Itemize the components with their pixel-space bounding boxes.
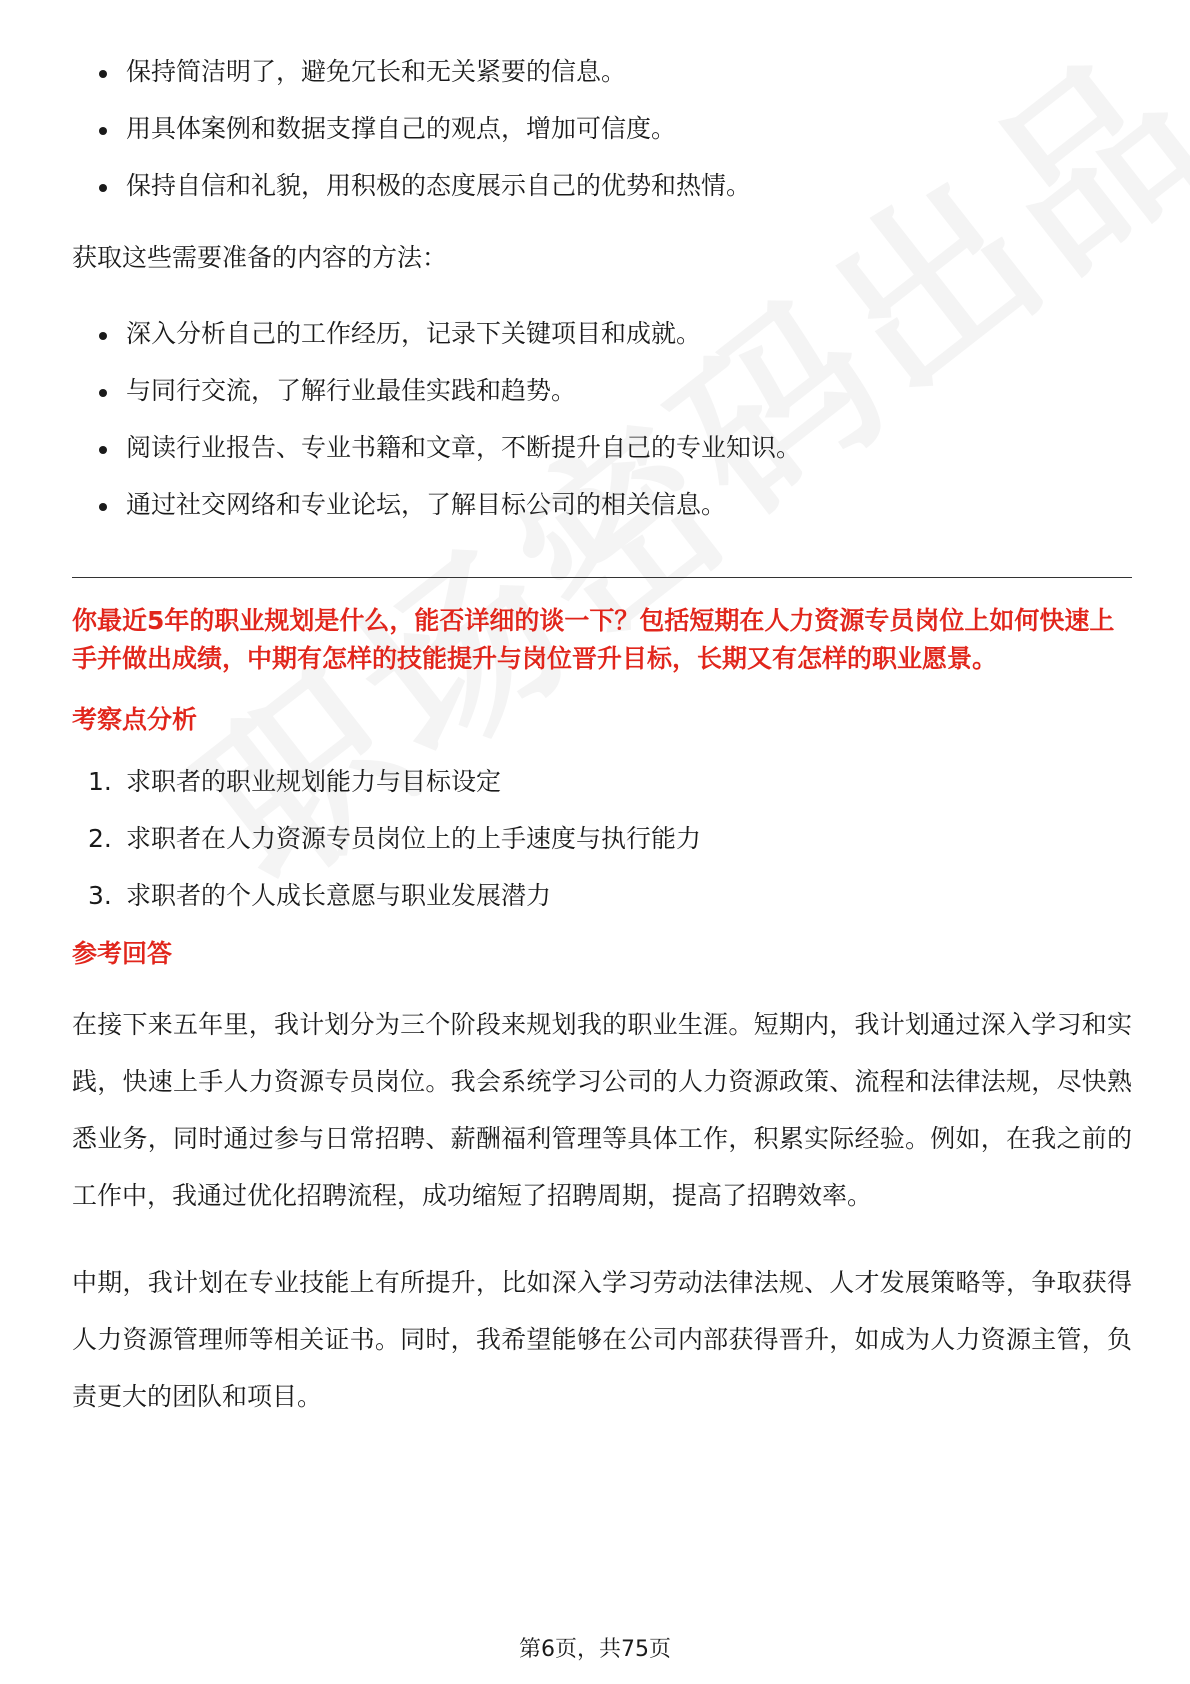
- analysis-list: [72, 766, 1132, 912]
- item-number: 1.: [88, 767, 112, 796]
- section-divider: [72, 577, 1132, 578]
- analysis-heading: 考察点分析: [72, 705, 198, 734]
- list-item: 与同行交流，了解行业最佳实践和趋势。: [72, 375, 1132, 407]
- answer-paragraph: 中期，我计划在专业技能上有所提升，比如深入学习劳动法律法规、人才发展策略等，争取获得人力资源管理师等相关证书。同时，我希望能够在公司内部获得晋升，如成为人力资源主管，负责更大的团队和项目。: [72, 1268, 1132, 1411]
- interview-question: 你最近5年的职业规划是什么，能否详细的谈一下？包括短期在人力资源专员岗位上如何快速上手并做出成绩，中期有怎样的技能提升与岗位晋升目标，长期又有怎样的职业愿景。: [72, 606, 1115, 673]
- methods-intro: 获取这些需要准备的内容的方法：: [72, 243, 448, 272]
- list-item: 通过社交网络和专业论坛，了解目标公司的相关信息。: [72, 489, 1132, 521]
- answer-heading: 参考回答: [72, 939, 173, 968]
- item-number: 3.: [88, 881, 112, 910]
- item-text: 求职者在人力资源专员岗位上的上手速度与执行能力: [126, 824, 702, 853]
- list-item: [72, 823, 1132, 855]
- list-item: 用具体案例和数据支撑自己的观点，增加可信度。: [72, 113, 1132, 145]
- item-text: 求职者的职业规划能力与目标设定: [126, 767, 502, 796]
- list-item: [72, 880, 1132, 912]
- list-item: 深入分析自己的工作经历，记录下关键项目和成就。: [72, 318, 1132, 350]
- answer-paragraph: 在接下来五年里，我计划分为三个阶段来规划我的职业生涯。短期内，我计划通过深入学习和实践，快速上手人力资源专员岗位。我会系统学习公司的人力资源政策、流程和法律法规，尽快熟悉业务，同时通过参与日常招聘、薪酬福利管理等具体工作，积累实际经验。例如，在我之前的工作中，我通过优化招聘流程，成功缩短了招聘周期，提高了招聘效率。: [72, 1010, 1132, 1210]
- page-number: 第6页，共75页: [519, 1637, 671, 1662]
- methods-list: [72, 318, 1132, 521]
- list-item: 阅读行业报告、专业书籍和文章，不断提升自己的专业知识。: [72, 432, 1132, 464]
- item-text: 求职者的个人成长意愿与职业发展潜力: [126, 881, 552, 910]
- list-item: 保持自信和礼貌，用积极的态度展示自己的优势和热情。: [72, 170, 1132, 202]
- list-item: [72, 766, 1132, 798]
- list-item: 保持简洁明了，避免冗长和无关紧要的信息。: [72, 56, 1132, 88]
- page-content: [72, 56, 1132, 1425]
- tips-list: [72, 56, 1132, 202]
- item-number: 2.: [88, 824, 112, 853]
